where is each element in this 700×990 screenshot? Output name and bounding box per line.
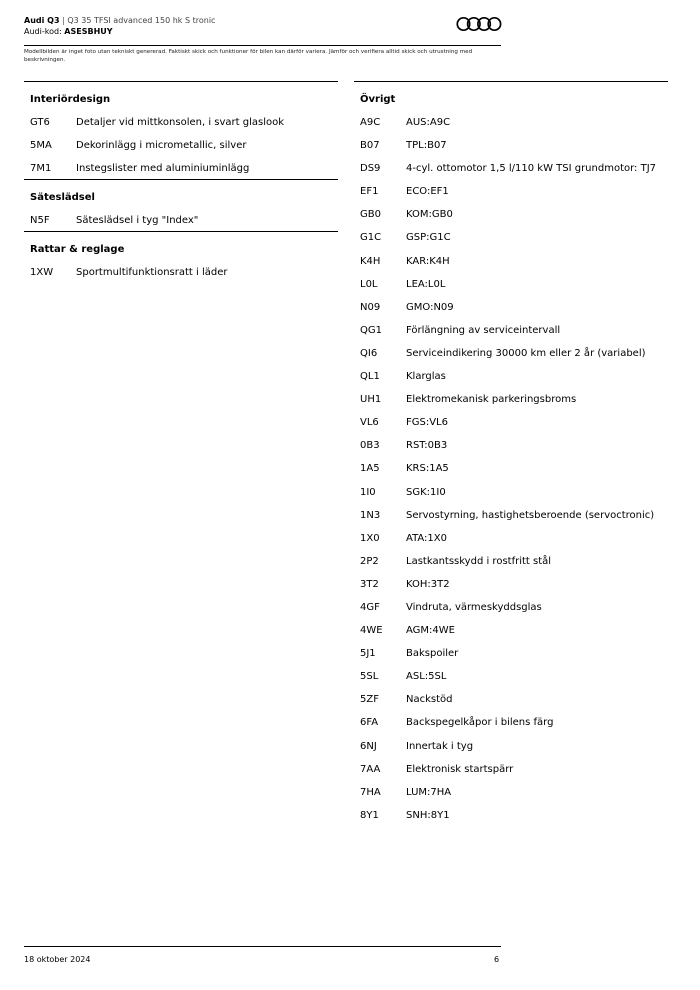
option-code: 1X0	[360, 532, 380, 544]
section-title: Interiördesign	[30, 94, 111, 105]
equipment-row	[354, 717, 668, 740]
option-description: 4-cyl. ottomotor 1,5 l/110 kW TSI grundmotor: TJ7	[406, 163, 657, 175]
equipment-section	[24, 179, 338, 231]
header-title-line	[24, 16, 500, 26]
option-description: GMO:N09	[406, 301, 454, 313]
section-title: Övrigt	[360, 94, 396, 105]
option-code: N09	[360, 301, 381, 313]
equipment-row	[354, 648, 668, 671]
equipment-row	[354, 117, 668, 140]
equipment-row	[354, 394, 668, 417]
option-code: 1XW	[30, 267, 54, 279]
option-code: DS9	[360, 163, 381, 175]
option-code: L0L	[360, 278, 378, 290]
option-code: 5ZF	[360, 694, 379, 706]
option-description: Säteslädsel i tyg "Index"	[76, 215, 199, 227]
option-description: KAR:K4H	[406, 255, 450, 267]
option-code: 5MA	[30, 140, 52, 152]
option-description: ATA:1X0	[406, 532, 448, 544]
option-code: 5J1	[360, 648, 376, 660]
option-code: UH1	[360, 394, 382, 406]
equipment-row	[354, 440, 668, 463]
header-divider	[24, 45, 501, 46]
option-code: 6NJ	[360, 740, 377, 752]
option-code: B07	[360, 140, 380, 152]
equipment-row	[354, 279, 668, 302]
option-code: 7AA	[360, 763, 381, 775]
option-description: AGM:4WE	[406, 625, 455, 637]
model-name: Q3 35 TFSI advanced 150 hk S tronic	[67, 16, 216, 25]
option-description: FGS:VL6	[406, 417, 448, 429]
equipment-row	[24, 163, 338, 179]
option-description: TPL:B07	[406, 140, 447, 152]
page-number: 6	[494, 955, 500, 964]
option-code: 4WE	[360, 625, 383, 637]
equipment-row	[354, 186, 668, 209]
option-description: Vindruta, värmeskyddsglas	[406, 601, 542, 613]
equipment-row	[354, 533, 668, 556]
option-description: Detaljer vid mittkonsolen, i svart glaslook	[76, 117, 285, 128]
option-code: EF1	[360, 186, 379, 198]
disclaimer-text: Modellbilden är inget foto utan tekniskt genererad. Faktiskt skick och funktioner för bilen kan därför variera. Jämför och verifiera alltid skick och utrustning med beskrivningen.	[24, 49, 473, 63]
equipment-row	[354, 487, 668, 510]
option-code: K4H	[360, 255, 381, 267]
equipment-row	[354, 810, 668, 833]
option-description: AUS:A9C	[406, 117, 451, 128]
option-description: GSP:G1C	[406, 232, 451, 244]
option-description: ASL:5SL	[406, 671, 447, 683]
option-description: Innertak i tyg	[406, 740, 474, 752]
equipment-row	[24, 267, 338, 283]
equipment-row	[354, 302, 668, 325]
option-description: Klarglas	[406, 371, 446, 383]
option-description: Elektronisk startspärr	[406, 763, 514, 775]
option-description: Bakspoiler	[406, 648, 459, 660]
option-description: Dekorinlägg i micrometallic, silver	[76, 140, 247, 152]
option-description: Serviceindikering 30000 km eller 2 år (variabel)	[406, 347, 646, 359]
equipment-row	[354, 463, 668, 486]
equipment-row	[24, 140, 338, 163]
equipment-section	[354, 81, 668, 833]
option-code: QL1	[360, 371, 380, 383]
option-description: KOM:GB0	[406, 209, 453, 221]
option-description: SNH:8Y1	[406, 809, 450, 821]
equipment-section	[24, 81, 338, 179]
footer-divider	[24, 946, 501, 947]
section-title: Säteslädsel	[30, 192, 95, 204]
option-code: 1N3	[360, 509, 381, 521]
right-column	[354, 81, 668, 833]
option-code: 0B3	[360, 440, 380, 452]
header-separator: |	[62, 16, 65, 25]
audi-code-value: ASESBHUY	[64, 27, 113, 36]
option-description: Instegslister med aluminiuminlägg	[76, 163, 250, 175]
option-code: VL6	[360, 417, 379, 429]
audi-code-label: Audi-kod:	[24, 27, 62, 36]
option-description: Lastkantsskydd i rostfritt stål	[406, 555, 552, 567]
option-description: KOH:3T2	[406, 578, 450, 590]
equipment-row	[24, 215, 338, 231]
option-code: A9C	[360, 117, 381, 128]
option-description: Servostyrning, hastighetsberoende (servoctronic)	[406, 509, 655, 521]
option-code: QI6	[360, 347, 378, 359]
equipment-row	[354, 209, 668, 232]
option-code: QG1	[360, 324, 382, 336]
equipment-row	[354, 625, 668, 648]
audi-code-line	[24, 26, 500, 37]
equipment-section	[24, 231, 338, 283]
option-code: 6FA	[360, 717, 379, 729]
option-code: 2P2	[360, 555, 379, 567]
equipment-row	[354, 325, 668, 348]
section-title: Rattar & reglage	[30, 244, 125, 256]
equipment-row	[354, 764, 668, 787]
option-description: Elektromekanisk parkeringsbroms	[406, 394, 577, 406]
option-description: Nackstöd	[406, 694, 453, 706]
option-description: ECO:EF1	[406, 186, 449, 198]
equipment-row	[354, 348, 668, 371]
brand-name: Audi Q3	[24, 16, 60, 25]
equipment-row	[354, 256, 668, 279]
option-description: SGK:1I0	[406, 486, 446, 498]
option-code: 1A5	[360, 463, 380, 475]
audi-rings-icon	[456, 16, 502, 32]
option-description: RST:0B3	[406, 440, 448, 452]
option-code: 1I0	[360, 486, 376, 498]
equipment-row	[354, 602, 668, 625]
equipment-row	[354, 371, 668, 394]
option-code: GB0	[360, 209, 381, 221]
option-description: Förlängning av serviceintervall	[406, 324, 561, 336]
option-description: Backspegelkåpor i bilens färg	[406, 717, 554, 729]
option-code: 8Y1	[360, 809, 379, 821]
equipment-row	[24, 117, 338, 140]
equipment-row	[354, 163, 668, 186]
option-description: LEA:L0L	[406, 278, 446, 290]
equipment-row	[354, 140, 668, 163]
equipment-row	[354, 556, 668, 579]
option-code: 7HA	[360, 786, 381, 798]
document-header	[24, 16, 500, 37]
equipment-row	[354, 694, 668, 717]
equipment-row	[354, 232, 668, 255]
option-code: G1C	[360, 232, 382, 244]
equipment-row	[354, 671, 668, 694]
equipment-row	[354, 579, 668, 602]
equipment-row	[354, 510, 668, 533]
option-code: 3T2	[360, 578, 379, 590]
footer-date: 18 oktober 2024	[24, 955, 91, 964]
equipment-row	[354, 741, 668, 764]
option-description: KRS:1A5	[406, 463, 449, 475]
equipment-row	[354, 787, 668, 810]
option-description: Sportmultifunktionsratt i läder	[76, 267, 228, 279]
equipment-row	[354, 417, 668, 440]
option-description: LUM:7HA	[406, 786, 452, 798]
left-column	[24, 81, 338, 283]
option-code: 4GF	[360, 601, 380, 613]
option-code: 7M1	[30, 163, 52, 175]
option-code: 5SL	[360, 671, 379, 683]
option-code: N5F	[30, 215, 50, 227]
option-code: GT6	[30, 117, 50, 128]
